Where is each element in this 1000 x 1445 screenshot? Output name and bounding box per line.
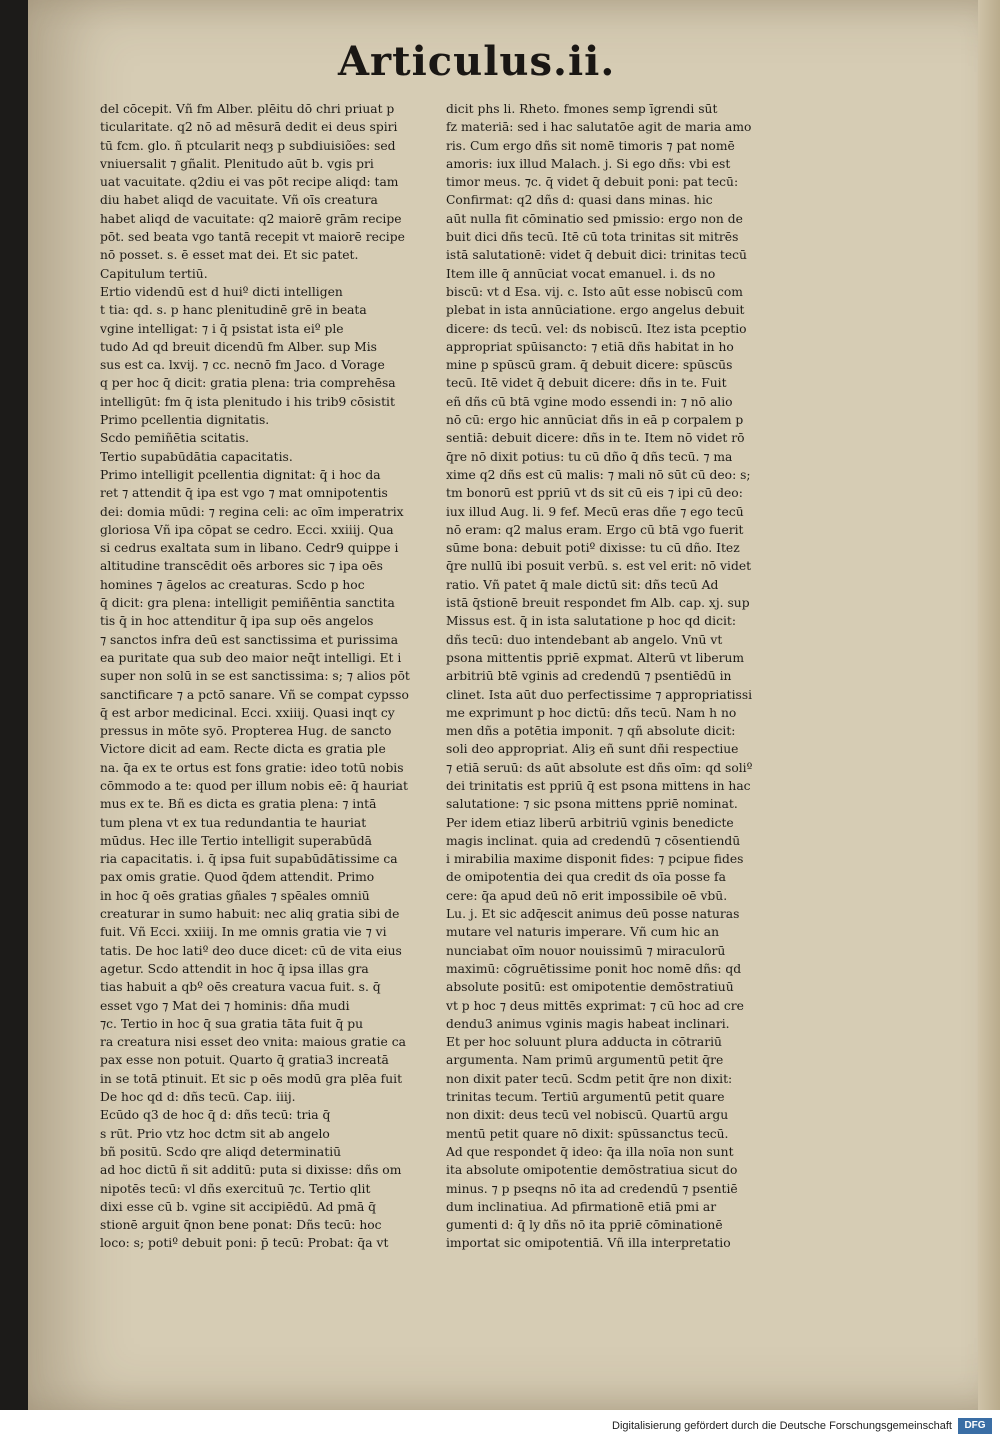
text-line: sentiā: debuit dicere: dñs in te. Item nō videt rō [446, 431, 745, 446]
text-line: in se totā ptinuit. Et sic p oēs modū gra plēa fuit [100, 1071, 403, 1086]
right-text-column [446, 100, 791, 1253]
text-line: arbitriū btē vginis ad credendū ⁊ psentiēdū in [446, 669, 732, 684]
text-line: magis inclinat. quia ad credendū ⁊ cōsentiendū [446, 833, 741, 848]
text-line: tias habuit a qbº oēs creatura vacua fuit. s. q̄ [100, 980, 381, 995]
text-line: Lu. j. Et sic adq̄escit animus deū posse naturas [446, 907, 740, 922]
text-line: homines ⁊ āgelos ac creaturas. Scdo p hoc [100, 577, 365, 592]
text-line: Missus est. q̄ in ista salutatione p hoc qd dicit: [446, 614, 737, 629]
text-line: q̄re nullū ibi posuit verbū. s. est vel erit: nō videt [446, 559, 752, 574]
text-line: non dixit: deus tecū vel nobiscū. Quartū argu [446, 1108, 729, 1123]
text-line: appropriat spūisancto: ⁊ etiā dñs habitat in ho [446, 339, 734, 354]
text-line: pōt. sed beata vgo tantā recepit vt maiorē recipe [100, 230, 405, 245]
text-line: sanctificare ⁊ a pctō sanare. Vñ se compat cypsso [100, 687, 409, 702]
text-line: nō cū: ergo hic annūciat dñs in eā p corpalem p [446, 413, 744, 428]
text-line: agetur. Scdo attendit in hoc q̄ ipsa illas gra [100, 961, 369, 976]
text-line: in hoc q̄ oēs gratias gñales ⁊ spēales omniū [100, 888, 370, 903]
text-line: absolute positū: est omipotentie demōstratiuū [446, 980, 734, 995]
dfg-logo: DFG [958, 1418, 992, 1434]
text-line: Scdo pemiñētia scitatis. [100, 431, 250, 446]
text-line: mus ex te. Bñ es dicta es gratia plena: ⁊ intā [100, 797, 377, 812]
text-line: plebat in ista annūciatione. ergo angelus debuit [446, 303, 745, 318]
text-line: fz materiā: sed i hac salutatōe agit de maria amo [446, 120, 752, 135]
text-line: na. q̄a ex te ortus est fons gratie: ideo totū nobis [100, 760, 404, 775]
text-line: fuit. Vñ Ecci. xxiiij. In me omnis gratia vie ⁊ vi [100, 925, 387, 940]
text-line: habet aliqd de vacuitate: q2 maiorē grām recipe [100, 211, 402, 226]
text-line: istā q̄stionē breuit respondet fm Alb. cap. xj. sup [446, 596, 750, 611]
text-line: ⁊ sanctos infra deū est sanctissima et purissima [100, 632, 399, 647]
text-line: soli deo appropriat. Aliȝ eñ sunt dñi respectiue [446, 742, 739, 757]
text-line: Primo pcellentia dignitatis. [100, 413, 270, 428]
text-line: vt p hoc ⁊ deus mittēs exprimat: ⁊ cū hoc ad cre [446, 998, 744, 1013]
page-title: Articulus.ii. [338, 38, 616, 85]
text-line: ret ⁊ attendit q̄ ipa est vgo ⁊ mat omnipotentis [100, 486, 388, 501]
text-line: dñs tecū: duo intendebant ab angelo. Vnū vt [446, 632, 723, 647]
text-line: gumenti d: q̄ ly dñs nō ita ppriē cōminationē [446, 1218, 723, 1233]
text-line: istā salutationē: videt q̄ debuit dici: trinitas tecū [446, 248, 747, 263]
text-line: mūdus. Hec ille Tertio intelligit superabūdā [100, 833, 372, 848]
text-line: psona mittentis ppriē expmat. Alterū vt liberum [446, 650, 745, 665]
text-line: q per hoc q̄ dicit: gratia plena: tria comprehēsa [100, 376, 396, 391]
text-line: nō posset. s. ē esset mat dei. Et sic patet. [100, 248, 359, 263]
text-line: dendu3 animus vginis magis habeat inclinari. [446, 1016, 730, 1031]
text-line: s rūt. Prio vtz hoc dctm sit ab angelo [100, 1126, 330, 1141]
text-line: ria capacitatis. i. q̄ ipsa fuit supabūdātissime ca [100, 852, 398, 867]
text-line: q̄ est arbor medicinal. Ecci. xxiiij. Quasi inqt cy [100, 705, 395, 720]
text-line: salutatione: ⁊ sic psona mittens ppriē nominat. [446, 797, 738, 812]
text-line: bñ positū. Scdo qre aliqd determinatiū [100, 1144, 342, 1159]
text-line: Tertio supabūdātia capacitatis. [100, 449, 293, 464]
footer-bar [0, 1410, 1000, 1445]
text-line: nipotēs tecū: vl dñs exercituū ⁊c. Tertio qlit [100, 1181, 371, 1196]
text-line: intelligūt: fm q̄ ista plenitudo i his trib9 cōsistit [100, 394, 395, 409]
text-line: i mirabilia maxime disponit fides: ⁊ pcipue fides [446, 852, 744, 867]
text-line: de omipotentia dei qua credit ds oīa posse fa [446, 870, 726, 885]
text-line: Capitulum tertiū. [100, 266, 208, 281]
text-line: me exprimunt p hoc dictū: dñs tecū. Nam h no [446, 705, 737, 720]
text-line: tudo Ad qd breuit dicendū fm Alber. sup Mis [100, 339, 377, 354]
text-line: loco: s; potiº debuit poni: p̄ tecū: Probat: q̄a vt [100, 1236, 389, 1251]
text-line: dei: domia mūdi: ⁊ regina celi: ac oīm imperatrix [100, 504, 404, 519]
text-line: altitudine transcēdit oēs arbores sic ⁊ ipa oēs [100, 559, 383, 574]
text-line: super non solū in se est sanctissima: s; ⁊ alios pōt [100, 669, 410, 684]
text-line: mine p spūscū gram. q̄ debuit dicere: spūscūs [446, 358, 733, 373]
text-line: tatis. De hoc latiº deo duce dicet: cū de vita eius [100, 943, 402, 958]
text-line: diu habet aliqd de vacuitate. Vñ oīs creatura [100, 193, 378, 208]
text-line: nō eram: q2 malus eram. Ergo cū btā vgo fuerit [446, 522, 744, 537]
text-line: del cōcepit. Vñ fm Alber. plēitu dō chri priuat p [100, 102, 395, 116]
text-line: Et per hoc soluunt plura adducta in cōtrariū [446, 1035, 722, 1050]
text-line: stionē arguit q̄non bene ponat: Dñs tecū: hoc [100, 1218, 382, 1233]
text-line: aūt nulla fit cōminatio sed pmissio: ergo non de [446, 211, 743, 226]
text-line: importat sic omipotentiā. Vñ illa interpretatio [446, 1236, 731, 1251]
text-line: dixi esse cū b. vgine sit accipiēdū. Ad pmā q̄ [100, 1199, 377, 1214]
text-line: sūme bona: debuit potiº dixisse: tu cū dño. Itez [446, 541, 740, 556]
text-line: argumenta. Nam primū argumentū petit q̄re [446, 1053, 724, 1068]
text-line: tis q̄ in hoc attenditur q̄ ipa sup oēs angelos [100, 614, 374, 629]
text-line: uat vacuitate. q2diu ei vas pōt recipe aliqd: tam [100, 175, 399, 190]
text-line: non dixit pater tecū. Scdm petit q̄re non dixit: [446, 1071, 733, 1086]
book-page [28, 0, 1000, 1410]
left-text-column [100, 100, 425, 1253]
text-line: clinet. Ista aūt duo perfectissime ⁊ appropriatissi [446, 687, 753, 702]
text-line: dum inclinatiua. Ad pfirmationē etiā pmi ar [446, 1199, 717, 1214]
text-line: ita absolute omipotentie demōstratiua sicut do [446, 1163, 738, 1178]
text-line: amoris: iux illud Malach. j. Si ego dñs: vbi est [446, 156, 731, 171]
text-line: si cedrus exaltata sum in libano. Cedr9 quippe i [100, 541, 399, 556]
text-line: xime q2 dñs est cū malis: ⁊ mali nō sūt cū deo: s; [446, 467, 751, 482]
text-line: dicere: ds tecū. vel: ds nobiscū. Itez ista pceptio [446, 321, 747, 336]
text-line: cere: q̄a apud deū nō erit impossibile oē vbū. [446, 888, 728, 903]
text-line: Ecūdo q3 de hoc q̄ d: dñs tecū: tria q̄ [100, 1108, 331, 1123]
text-line: De hoc qd d: dñs tecū. Cap. iiij. [100, 1090, 296, 1105]
text-line: ratio. Vñ patet q̄ male dictū sit: dñs tecū Ad [446, 577, 719, 592]
text-line: tū fcm. glo. ñ ptcularit neqȝ p subdiuisiões: sed [100, 138, 396, 153]
text-line: ⁊ etiā seruū: ds aūt absolute est dñs oīm: qd soliº [446, 760, 753, 775]
text-line: q̄ dicit: gra plena: intelligit pemiñēntia sanctita [100, 596, 395, 611]
text-line: pax esse non potuit. Quarto q̄ gratia3 increatā [100, 1053, 389, 1068]
text-line: dicit phs li. Rheto. fmones semp īgrendi sūt [446, 102, 718, 116]
text-line: minus. ⁊ p pseqns nō ita ad credendū ⁊ psentiē [446, 1181, 738, 1196]
text-line: maximū: cōgruētissime ponit hoc nomē dñs: qd [446, 961, 742, 976]
text-line: ticularitate. q2 nō ad mēsurā dedit ei deus spiri [100, 120, 398, 135]
text-line: Ad que respondet q̄ ideo: q̄a illa noīa non sunt [446, 1144, 734, 1159]
text-line: esset vgo ⁊ Mat dei ⁊ hominis: dña mudi [100, 998, 350, 1013]
text-line: mutare vel naturis imperare. Vñ cum hic an [446, 925, 720, 940]
text-line: mentū petit quare nō dixit: spūssanctus tecū. [446, 1126, 729, 1141]
text-line: Ertio videndū est d huiº dicti intelligen [100, 284, 343, 299]
text-line: pax omis gratie. Quod q̄dem attendit. Primo [100, 870, 375, 885]
text-line: biscū: vt d Esa. vij. c. Isto aūt esse nobiscū com [446, 284, 743, 299]
text-line: sus est ca. lxvij. ⁊ cc. necnō fm Jaco. d Vorage [100, 358, 385, 373]
text-line: Primo intelligit pcellentia dignitat: q̄ i hoc da [100, 467, 381, 482]
text-line: iux illud Aug. li. 9 fef. Mecū eras dñe ⁊ ego tecū [446, 504, 744, 519]
text-line: ea puritate qua sub deo maior neq̄t intelligi. Et i [100, 650, 402, 665]
text-line: Confirmat: q2 dñs d: quasi dans minas. hic [446, 193, 713, 208]
text-line: men dñs a potētia imponit. ⁊ qñ absolute dicit: [446, 724, 736, 739]
text-line: trinitas tecum. Tertiū argumentū petit quare [446, 1090, 725, 1105]
text-line: pressus in mōte syō. Propterea Hug. de sancto [100, 724, 392, 739]
text-line: timor meus. ⁊c. q̄ videt q̄ debuit poni: pat tecū: [446, 175, 739, 190]
text-line: cōmmodo a te: quod per illum nobis eē: q̄ hauriat [100, 778, 408, 793]
text-line: vgine intelligat: ⁊ i q̄ psistat ista eiº ple [100, 321, 344, 336]
text-line: dei trinitatis est ppriū q̄ est psona mittens in hac [446, 778, 751, 793]
text-line: q̄re nō dixit potius: tu cū dño q̄ dñs tecū. ⁊ ma [446, 449, 733, 464]
text-line: gloriosa Vñ ipa cōpat se cedro. Ecci. xxiiij. Qua [100, 522, 394, 537]
text-line: ra creatura nisi esset deo vnita: maious gratie ca [100, 1035, 406, 1050]
text-line: Per idem etiaz liberū arbitriū vginis benedicte [446, 815, 734, 830]
text-line: buit dici dñs tecū. Itē cū tota trinitas sit mitrēs [446, 230, 739, 245]
text-line: tum plena vt ex tua redundantia te hauriat [100, 815, 367, 830]
text-line: nunciabat oīm nouor nouissimū ⁊ miraculorū [446, 943, 726, 958]
text-line: tm bonorū est ppriū vt ds sit cū eis ⁊ ipi cū deo: [446, 486, 743, 501]
footer-credit: Digitalisierung gefördert durch die Deutsche Forschungsgemeinschaft [612, 1420, 952, 1432]
text-line: ad hoc dictū ñ sit additū: puta si dixisse: dñs om [100, 1163, 402, 1178]
text-line: ris. Cum ergo dñs sit nomē timoris ⁊ pat nomē [446, 138, 735, 153]
text-line: eñ dñs cū btā vgine modo essendi in: ⁊ nō alio [446, 394, 733, 409]
text-line: ⁊c. Tertio in hoc q̄ sua gratia tāta fuit q̄ pu [100, 1016, 364, 1031]
text-line: creaturar in sumo habuit: nec aliq gratia sibi de [100, 907, 400, 922]
text-line: Victore dicit ad eam. Recte dicta es gratia ple [100, 742, 386, 757]
page-edge [978, 0, 1000, 1410]
text-line: tecū. Itē videt q̄ debuit dicere: dñs in te. Fuit [446, 376, 727, 391]
text-line: t tia: qd. s. p hanc plenitudinē grē in beata [100, 303, 367, 318]
text-line: vniuersalit ⁊ gñalit. Plenitudo aūt b. vgis pri [100, 156, 374, 171]
text-line: Item ille q̄ annūciat vocat emanuel. i. ds no [446, 266, 716, 281]
